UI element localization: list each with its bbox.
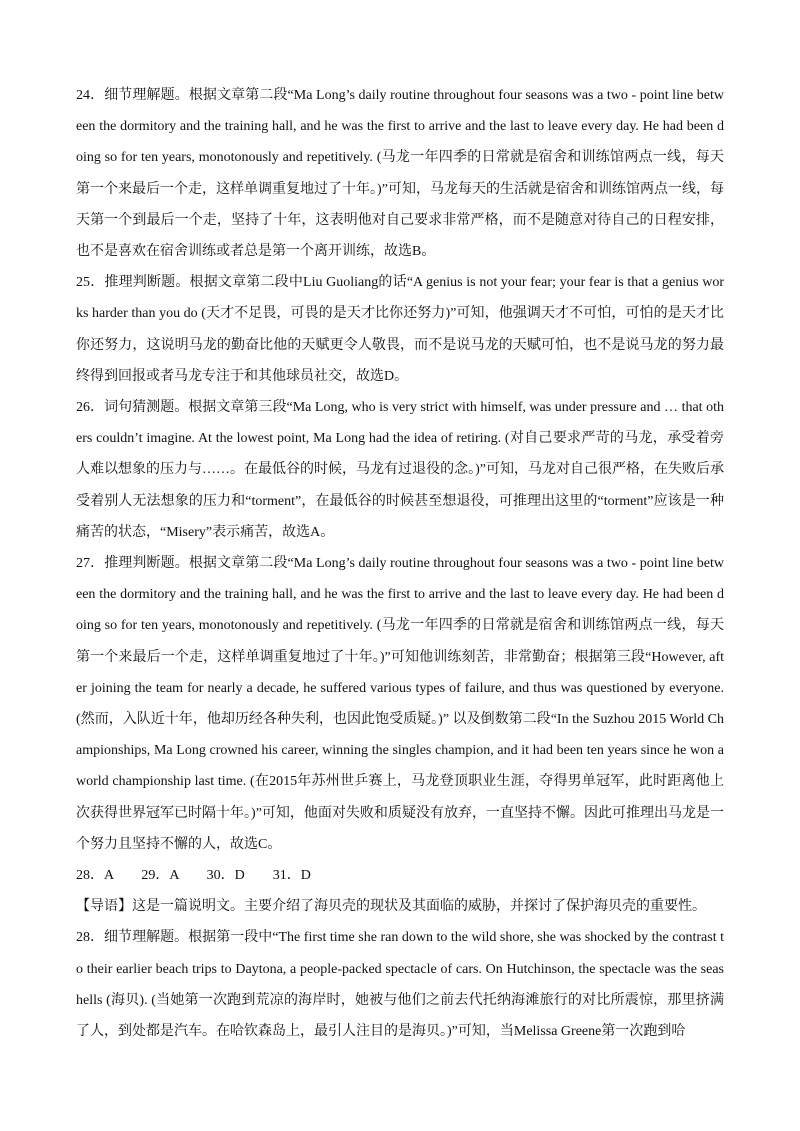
explanation-q24: 24．细节理解题。根据文章第二段“Ma Long’s daily routine throughout four seasons was a two - point line between the dormitory and the training hall, and he was the first to arrive and the last to leave every day. He had been doing so for ten years, monotonously and repetitively. (马龙一年四季的日常就是宿舍和训练馆两点一线，每天第一个来最后一个走，这样单调重复地过了十年。)”可知，马龙每天的生活就是宿舍和训练馆两点一线，每天第一个到最后一个走，坚持了十年，这表明他对自己要求非常严格，而不是随意对待自己的日程安排，也不是喜欢在宿舍训练或者总是第一个离开训练，故选B。 <box>76 88 724 260</box>
explanation-q25: 25．推理判断题。根据文章第二段中Liu Guoliang的话“A genius is not your fear; your fear is that a genius works harder than you do (天才不足畏，可畏的是天才比你还努力)”可知，他强调天才不可怕，可怕的是天才比你还努力，这说明马龙的勤奋比他的天赋更令人敬畏，而不是说马龙的天赋可怕，也不是说马龙的努力最终得到回报或者马龙专注于和其他球员社交，故选D。 <box>76 275 724 384</box>
answer-key-28-31: 28．A 29．A 30．D 31．D <box>76 868 311 884</box>
explanation-q26: 26．词句猜测题。根据文章第三段“Ma Long, who is very strict with himself, was under pressure and … that others couldn’t imagine. At the lowest point, Ma Long had the idea of retiring. (对自己要求严苛的马龙，承受着旁人难以想象的压力与……。在最低谷的时候，马龙有过退役的念。)”可知，马龙对自己很严格，在失败后承受着别人无法想象的压力和“torment”，在最低谷的时候甚至想退役，可推理出这里的“torment”应该是一种痛苦的状态，“Misery”表示痛苦，故选A。 <box>76 400 724 540</box>
explanation-q27: 27．推理判断题。根据文章第二段“Ma Long’s daily routine throughout four seasons was a two - point line between the dormitory and the training hall, and he was the first to arrive and the last to leave every day. He had been doing so for ten years, monotonously and repetitively. (马龙一年四季的日常就是宿舍和训练馆两点一线，每天第一个来最后一个走，这样单调重复地过了十年。)”可知他训练刻苦，非常勤奋；根据第三段“However, after joining the team for nearly a decade, he suffered various types of failure, and thus was questioned by everyone. (然而，入队近十年，他却历经各种失利，也因此饱受质疑。)” 以及倒数第二段“In the Suzhou 2015 World Championships, Ma Long crowned his career, winning the singles champion, and it had been ten years since he won a world championship last time. (在2015年苏州世乒赛上，马龙登顶职业生涯，夺得男单冠军，此时距离他上次获得世界冠军已时隔十年。)”可知，他面对失败和质疑没有放弃，一直坚持不懈。因此可推理出马龙是一个努力且坚持不懈的人，故选C。 <box>76 556 724 852</box>
passage-intro: 【导语】这是一篇说明文。主要介绍了海贝壳的现状及其面临的威胁，并探讨了保护海贝壳的重要性。 <box>76 899 706 915</box>
explanation-q28: 28．细节理解题。根据第一段中“The first time she ran down to the wild shore, she was shocked by the contrast to their earlier beach trips to Daytona, a people-packed spectacle of cars. On Hutchinson, the spectacle was the seashells (海贝). (当她第一次跑到荒凉的海岸时，她被与他们之前去代托纳海滩旅行的对比所震惊，那里挤满了人，到处都是汽车。在哈钦森岛上，最引人注目的是海贝。)”可知，当Melissa Greene第一次跑到哈 <box>76 930 724 1040</box>
